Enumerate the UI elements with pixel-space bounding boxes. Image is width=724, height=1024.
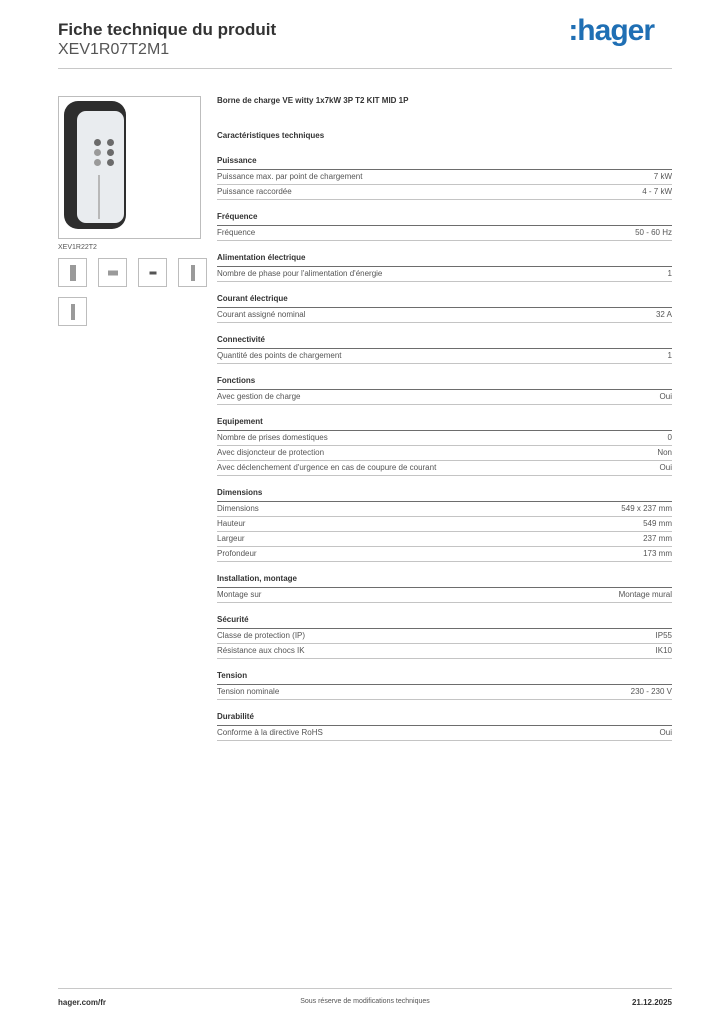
spec-row: [217, 532, 672, 547]
section-title: Connectivité: [217, 335, 672, 349]
charger-front-thumb[interactable]: [58, 258, 87, 287]
spec-value: 50 - 60 Hz: [635, 228, 672, 237]
spec-row: [217, 517, 672, 532]
spec-label: Classe de protection (IP): [217, 631, 306, 640]
spec-row: [217, 349, 672, 364]
spec-row: [217, 502, 672, 517]
spec-label: Avec déclenchement d'urgence en cas de coupure de courant: [217, 463, 437, 472]
spec-value: 237 mm: [643, 534, 672, 543]
spec-value: 1: [667, 269, 672, 278]
spec-label: Montage sur: [217, 590, 262, 599]
spec-label: Hauteur: [217, 519, 246, 528]
spec-label: Profondeur: [217, 549, 257, 558]
footer-divider: [58, 988, 672, 989]
spec-value: 7 kW: [653, 172, 672, 181]
section-title: Fréquence: [217, 212, 672, 226]
spec-value: Oui: [659, 728, 672, 737]
section-title: Courant électrique: [217, 294, 672, 308]
product-image: [58, 96, 201, 239]
spec-row: [217, 431, 672, 446]
footer-website[interactable]: hager.com/fr: [58, 998, 107, 1007]
connector-thumb[interactable]: [138, 258, 167, 287]
section-title: Durabilité: [217, 712, 672, 726]
spec-sections: [217, 156, 672, 741]
spec-section: [217, 488, 672, 562]
spec-section: [217, 156, 672, 200]
spec-value: 0: [667, 433, 672, 442]
spec-label: Nombre de phase pour l'alimentation d'énergie: [217, 269, 383, 278]
spec-value: 4 - 7 kW: [642, 187, 672, 196]
spec-label: Largeur: [217, 534, 245, 543]
header-divider: [58, 68, 672, 69]
thumbnail-strip: [58, 258, 218, 336]
footer-date: 21.12.2025: [631, 998, 672, 1007]
spec-row: [217, 308, 672, 323]
spec-label: Nombre de prises domestiques: [217, 433, 328, 442]
spec-value: IP55: [655, 631, 672, 640]
spec-row: [217, 685, 672, 700]
side-view-thumb[interactable]: [178, 258, 207, 287]
product-name: Borne de charge VE witty 1x7kW 3P T2 KIT MID 1P: [217, 96, 409, 105]
spec-label: Conforme à la directive RoHS: [217, 728, 323, 737]
spec-section: [217, 712, 672, 741]
spec-content: [217, 96, 672, 741]
spec-section: [217, 417, 672, 476]
spec-row: [217, 185, 672, 200]
spec-value: 32 A: [655, 310, 672, 319]
spec-section: [217, 212, 672, 241]
spec-row: [217, 644, 672, 659]
spec-row: [217, 446, 672, 461]
side-profile-thumb[interactable]: [58, 297, 87, 326]
spec-label: Tension nominale: [217, 687, 280, 696]
image-column: [58, 96, 203, 336]
spec-value: Oui: [659, 463, 672, 472]
spec-value: IK10: [655, 646, 672, 655]
spec-row: [217, 390, 672, 405]
charger-illustration: [64, 101, 126, 229]
spec-section: [217, 574, 672, 603]
spec-section: [217, 335, 672, 364]
spec-value: Montage mural: [618, 590, 672, 599]
spec-row: [217, 726, 672, 741]
spec-label: Puissance max. par point de chargement: [217, 172, 363, 181]
hager-logo: :hager: [568, 14, 654, 47]
spec-section: [217, 253, 672, 282]
spec-value: Non: [657, 448, 672, 457]
spec-value: 173 mm: [643, 549, 672, 558]
section-title: Fonctions: [217, 376, 672, 390]
spec-label: Puissance raccordée: [217, 187, 292, 196]
section-title: Alimentation électrique: [217, 253, 672, 267]
section-title: Equipement: [217, 417, 672, 431]
spec-label: Résistance aux chocs IK: [217, 646, 305, 655]
spec-row: [217, 170, 672, 185]
section-title: Puissance: [217, 156, 672, 170]
footer-disclaimer: Sous réserve de modifications techniques: [300, 998, 430, 1005]
spec-row: [217, 461, 672, 476]
product-reference: XEV1R07T2M1: [58, 41, 170, 58]
spec-row: [217, 267, 672, 282]
spec-section: [217, 376, 672, 405]
spec-label: Avec disjoncteur de protection: [217, 448, 325, 457]
spec-label: Fréquence: [217, 228, 256, 237]
spec-value: 230 - 230 V: [630, 687, 672, 696]
spec-section: [217, 294, 672, 323]
page-header: [58, 20, 276, 60]
spec-label: Quantité des points de chargement: [217, 351, 342, 360]
section-title: Dimensions: [217, 488, 672, 502]
spec-row: [217, 629, 672, 644]
spec-row: [217, 547, 672, 562]
specs-heading: Caractéristiques techniques: [217, 131, 325, 140]
spec-value: Oui: [659, 392, 672, 401]
spec-row: [217, 226, 672, 241]
spec-section: [217, 615, 672, 659]
section-title: Installation, montage: [217, 574, 672, 588]
spec-label: Avec gestion de charge: [217, 392, 301, 401]
section-title: Sécurité: [217, 615, 672, 629]
dimension-drawing-thumb[interactable]: [98, 258, 127, 287]
spec-label: Dimensions: [217, 504, 259, 513]
spec-label: Courant assigné nominal: [217, 310, 306, 319]
spec-section: [217, 671, 672, 700]
spec-value: 549 mm: [643, 519, 672, 528]
spec-value: 1: [667, 351, 672, 360]
section-title: Tension: [217, 671, 672, 685]
page-title: Fiche technique du produit: [58, 20, 277, 39]
spec-row: [217, 588, 672, 603]
image-caption: XEV1R22T2: [58, 244, 97, 251]
spec-value: 549 x 237 mm: [621, 504, 672, 513]
